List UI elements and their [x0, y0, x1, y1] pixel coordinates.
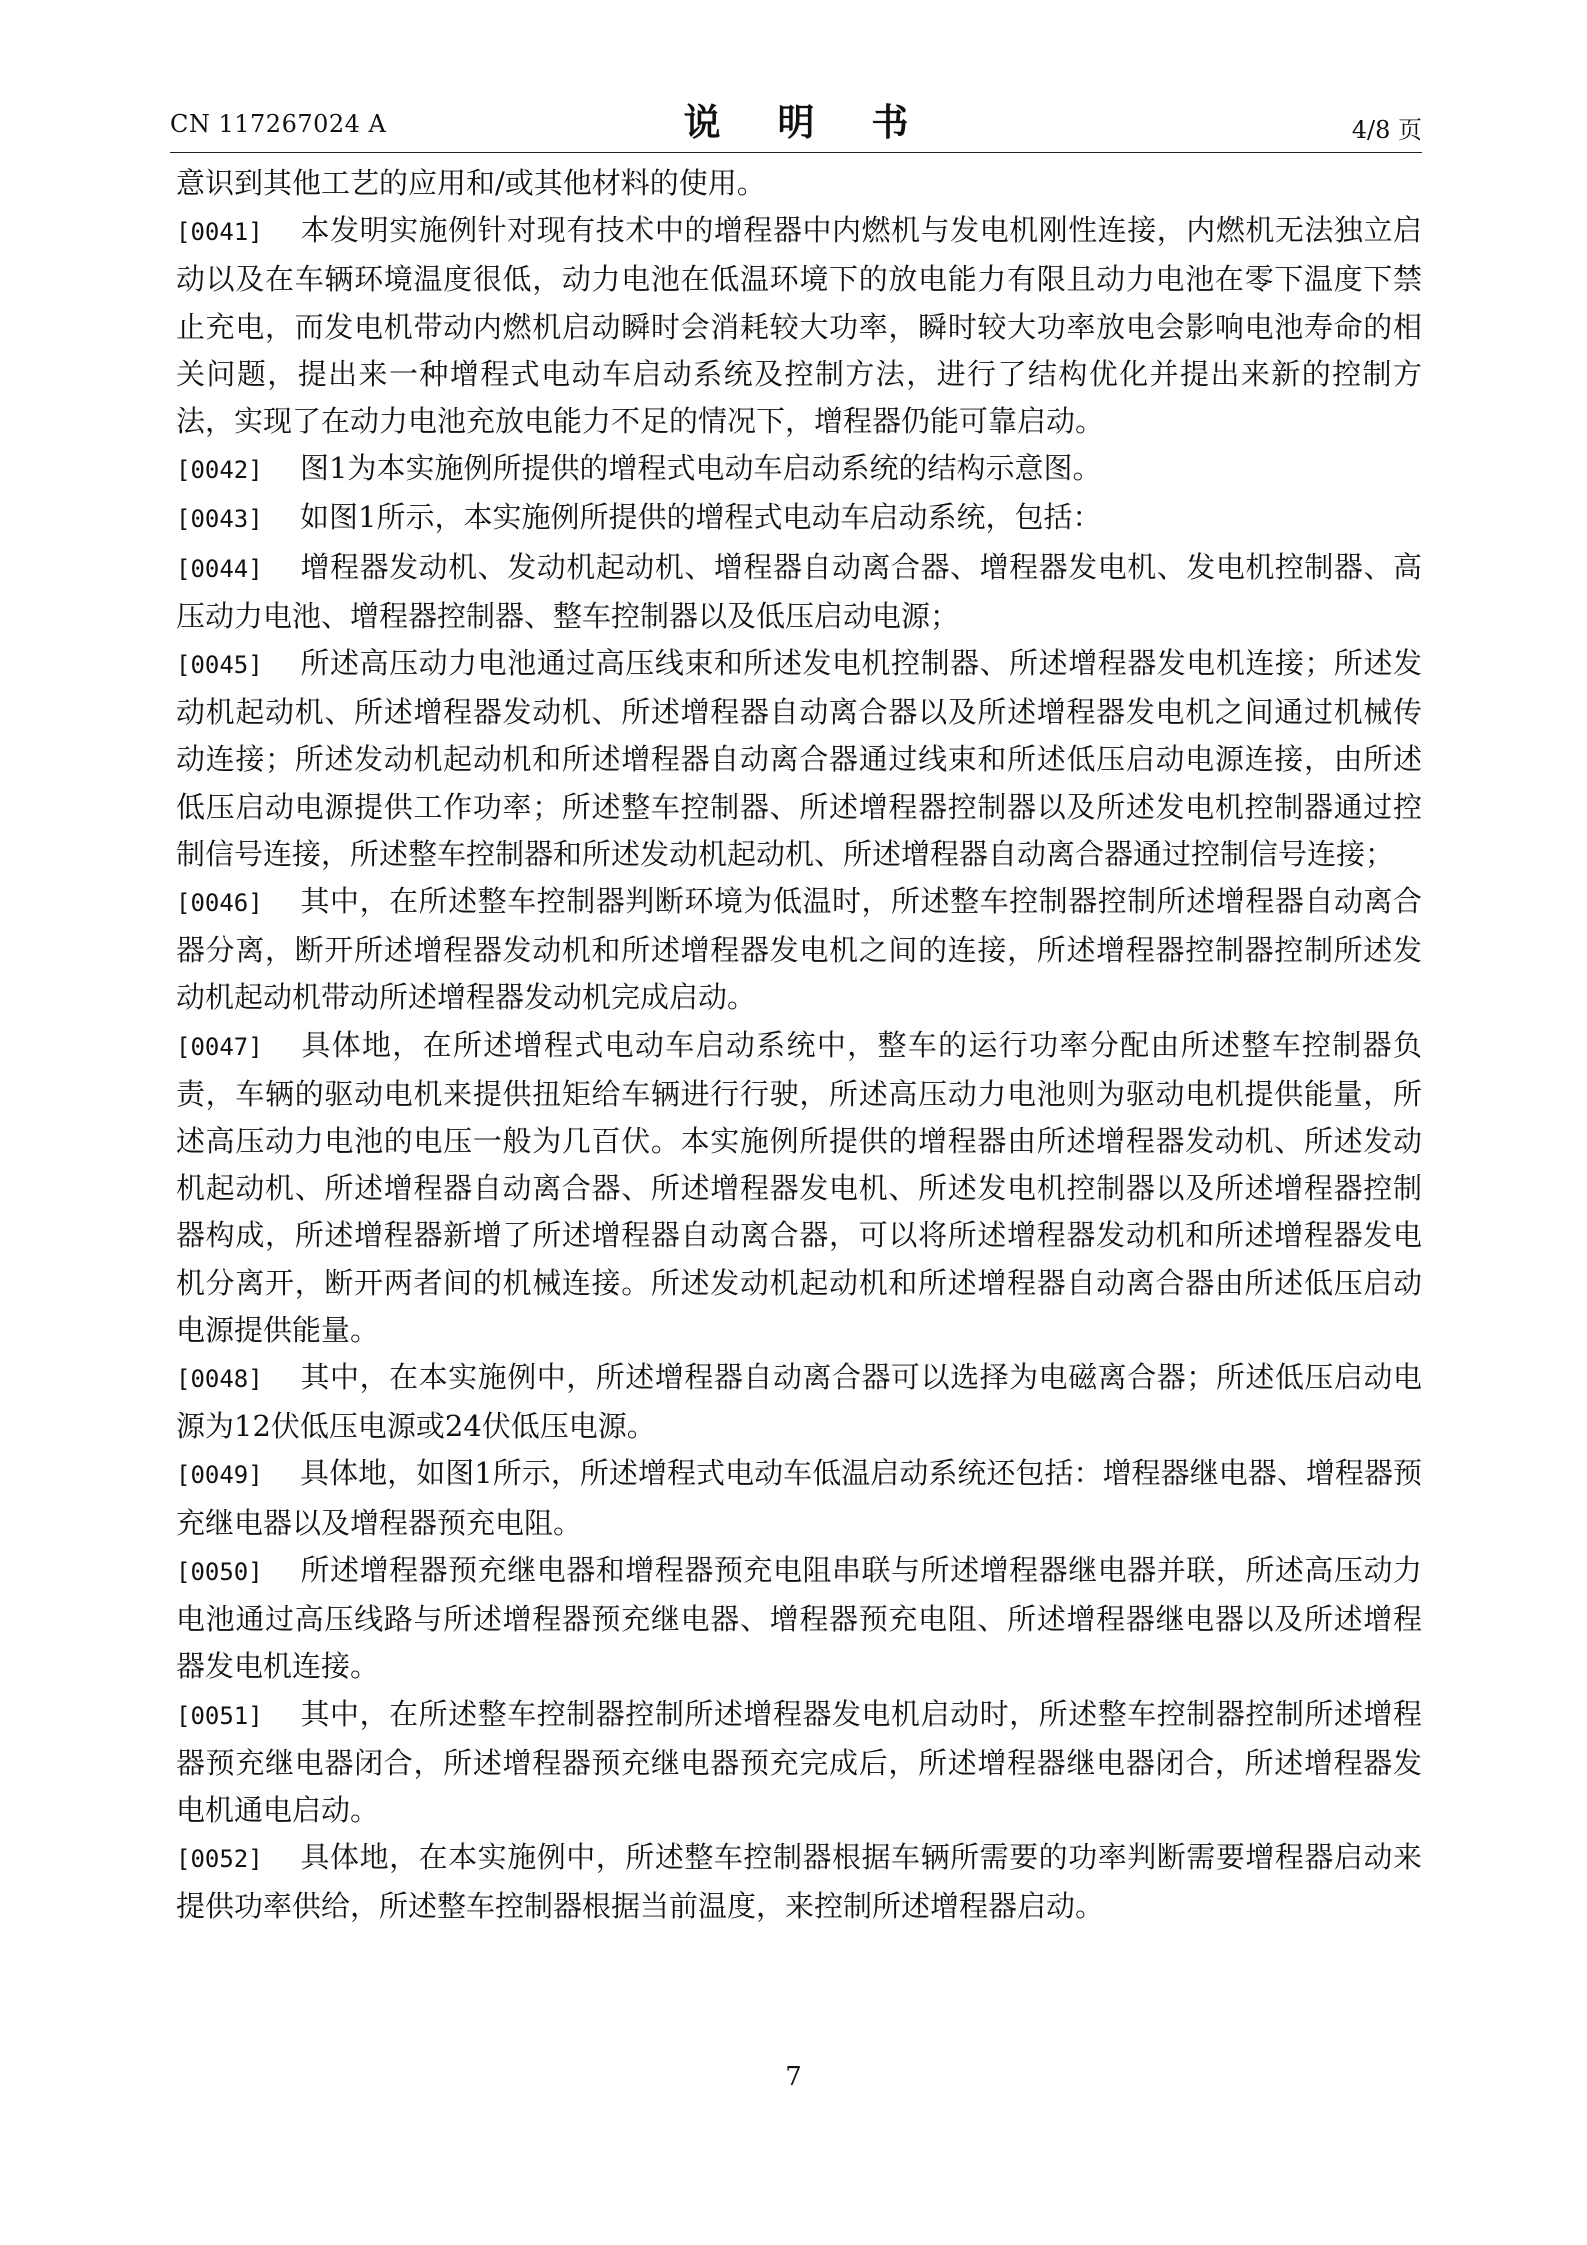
paragraph-text: 意识到其他工艺的应用和/或其他材料的使用。	[176, 166, 766, 200]
paragraph-number: [0043]	[176, 505, 263, 534]
paragraph-number: [0041]	[176, 218, 263, 247]
paragraph-text: 具体地，在所述增程式电动车启动系统中，整车的运行功率分配由所述整车控制器负责，车辆的驱动电机来提供扭矩给车辆进行行驶，所述高压动力电池则为驱动电机提供能量，所述高压动力电池的电压一般为几百伏。本实施例所提供的增程器由所述增程器发动机、所述发动机起动机、所述增程器自动离合器、所述增程器发电机、所述发电机控制器以及所述增程器控制器构成，所述增程器新增了所述增程器自动离合器，可以将所述增程器发动机和所述增程器发电机分离开，断开两者间的机械连接。所述发动机起动机和所述增程器自动离合器由所述低压启动电源提供能量。	[176, 1027, 1422, 1347]
paragraph-number: [0049]	[176, 1461, 263, 1490]
paragraph-number: [0045]	[176, 651, 263, 680]
document-body	[176, 160, 1422, 1931]
paragraph-0043	[176, 494, 1422, 543]
paragraph-text: 具体地，在本实施例中，所述整车控制器根据车辆所需要的功率判断需要增程器启动来提供功率供给，所述整车控制器根据当前温度，来控制所述增程器启动。	[176, 1840, 1422, 1924]
paragraph-number: [0044]	[176, 554, 263, 583]
paragraph-0048	[176, 1354, 1422, 1450]
page-fraction: 4/8 页	[1351, 116, 1422, 144]
paragraph-0042	[176, 445, 1422, 494]
paragraph-0050	[176, 1547, 1422, 1691]
paragraph-text: 所述增程器预充继电器和增程器预充电阻串联与所述增程器继电器并联，所述高压动力电池通过高压线路与所述增程器预充继电器、增程器预充电阻、所述增程器继电器以及所述增程器发电机连接。	[176, 1552, 1422, 1684]
paragraph-0047	[176, 1022, 1422, 1354]
paragraph-number: [0048]	[176, 1365, 263, 1394]
paragraph-text: 其中，在所述整车控制器判断环境为低温时，所述整车控制器控制所述增程器自动离合器分离，断开所述增程器发动机和所述增程器发电机之间的连接，所述增程器控制器控制所述发动机起动机带动所述增程器发动机完成启动。	[176, 884, 1422, 1015]
paragraph-0045	[176, 640, 1422, 878]
paragraph-text: 所述高压动力电池通过高压线束和所述发电机控制器、所述增程器发电机连接；所述发动机起动机、所述增程器发动机、所述增程器自动离合器以及所述增程器发电机之间通过机械传动连接；所述发动机起动机和所述增程器自动离合器通过线束和所述低压启动电源连接，由所述低压启动电源提供工作功率；所述整车控制器、所述增程器控制器以及所述发电机控制器通过控制信号连接，所述整车控制器和所述发动机起动机、所述增程器自动离合器通过控制信号连接；	[176, 646, 1422, 871]
page-number: 7	[785, 2062, 802, 2092]
paragraph-text: 其中，在本实施例中，所述增程器自动离合器可以选择为电磁离合器；所述低压启动电源为12伏低压电源或24伏低压电源。	[176, 1360, 1422, 1444]
paragraph-text: 其中，在所述整车控制器控制所述增程器发电机启动时，所述整车控制器控制所述增程器预充继电器闭合，所述增程器预充继电器预充完成后，所述增程器继电器闭合，所述增程器发电机通电启动。	[176, 1696, 1422, 1827]
paragraph-text: 具体地，如图1所示，所述增程式电动车低温启动系统还包括：增程器继电器、增程器预充继电器以及增程器预充电阻。	[176, 1456, 1422, 1540]
paragraph-0041	[176, 207, 1422, 445]
paragraph-text: 本发明实施例针对现有技术中的增程器中内燃机与发电机刚性连接，内燃机无法独立启动以及在车辆环境温度很低，动力电池在低温环境下的放电能力有限且动力电池在零下温度下禁止充电，而发电机带动内燃机启动瞬时会消耗较大功率，瞬时较大功率放电会影响电池寿命的相关问题，提出来一种增程式电动车启动系统及控制方法，进行了结构优化并提出来新的控制方法，实现了在动力电池充放电能力不足的情况下，增程器仍能可靠启动。	[176, 213, 1422, 439]
paragraph-number: [0046]	[176, 889, 263, 918]
paragraph-0052	[176, 1834, 1422, 1930]
paragraph-number: [0042]	[176, 456, 263, 485]
paragraph-text: 图1为本实施例所提供的增程式电动车启动系统的结构示意图。	[300, 451, 1102, 486]
patent-number: CN 117267024 A	[170, 110, 387, 138]
paragraph-number: [0047]	[176, 1032, 263, 1061]
header-divider	[170, 152, 1422, 153]
paragraph-0051	[176, 1691, 1422, 1835]
paragraph-text: 增程器发动机、发动机起动机、增程器自动离合器、增程器发电机、发电机控制器、高压动力电池、增程器控制器、整车控制器以及低压启动电源；	[176, 549, 1422, 633]
paragraph-number: [0050]	[176, 1557, 263, 1586]
paragraph-0046	[176, 878, 1422, 1022]
paragraph-text: 如图1所示，本实施例所提供的增程式电动车启动系统，包括：	[300, 500, 1102, 535]
page-header	[170, 92, 1422, 152]
paragraph-0049	[176, 1450, 1422, 1546]
paragraph-continuation	[176, 160, 1422, 207]
paragraph-number: [0051]	[176, 1701, 263, 1730]
paragraph-number: [0052]	[176, 1845, 263, 1874]
document-title: 说 明 书	[683, 101, 931, 144]
paragraph-0044	[176, 544, 1422, 640]
